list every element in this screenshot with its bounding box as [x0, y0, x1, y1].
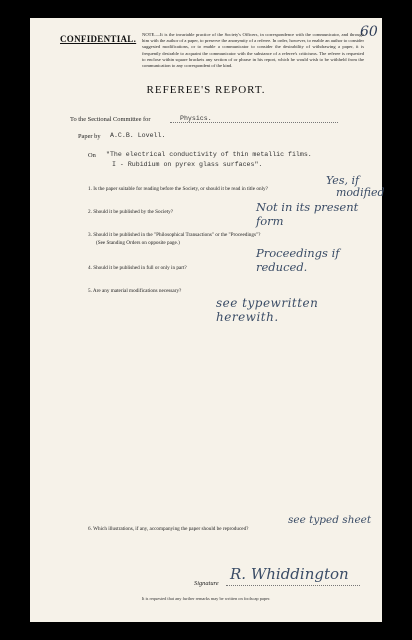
answer-5: see typewritten herewith. [216, 296, 319, 324]
paper-label: Paper by [78, 133, 101, 140]
committee-value: Physics. [180, 115, 212, 122]
question-2: 2. Should it be published by the Society? [88, 209, 174, 215]
answer-1-line1: Yes, if [326, 174, 360, 187]
paper-author: A.C.B. Lovell. [110, 132, 166, 139]
question-3: 3. Should it be published in the "Philosophical Transactions" or the "Proceedings"? [88, 232, 261, 238]
page-number: 60 [360, 24, 378, 40]
question-3-note: (See Standing Orders on opposite page.) [96, 240, 180, 246]
answer-2: Not in its present form [256, 200, 359, 228]
answer-1-line2: modified [336, 186, 385, 199]
report-sheet [30, 18, 385, 622]
question-6: 6. Which illustrations, if any, accompanying the paper should be reproduced? [88, 526, 249, 532]
answer-6: see typed sheet [288, 514, 372, 526]
paper-title-line1: "The electrical conductivity of thin metallic films. [106, 151, 312, 158]
committee-line [170, 122, 338, 123]
answer-3: Proceedings if reduced. [256, 246, 340, 274]
signature: R. Whiddington [230, 565, 349, 583]
confidentiality-note-text: NOTE.—It is the invariable practice of the Society's Officers, in correspondence with the communicator, and through him with the author of a paper, to preserve the anonymity of a referee. In order, however, to enable an author to consider suggested modifications, or to enable a communicator to consider the desirability of withdrawing a paper, it is frequently desirable to acquaint the communicator with the substance of a referee's criticisms. The referee is requested to enclose within square brackets any section of or phrase in his report, which he would wish to be withheld from the communication to any correspondent of the kind. [142, 32, 364, 69]
paper-title-line2: I - Rubidium on pyrex glass surfaces". [112, 161, 263, 168]
confidentiality-note [142, 32, 364, 69]
confidential-heading: CONFIDENTIAL. [60, 34, 137, 44]
signature-line [226, 585, 360, 586]
on-label: On [88, 152, 96, 159]
question-1: 1. Is the paper suitable for reading before the Society, or should it be read in title only? [88, 186, 268, 192]
signature-label: Signature [194, 580, 219, 587]
question-5: 5. Are any material modifications necessary? [88, 288, 182, 294]
footer-note: It is requested that any further remarks may be written on foolscap paper. [141, 596, 271, 601]
question-4: 4. Should it be published in full or only in part? [88, 265, 187, 271]
committee-label: To the Sectional Committee for [70, 116, 151, 123]
page-title: REFEREE'S REPORT. [146, 84, 266, 96]
